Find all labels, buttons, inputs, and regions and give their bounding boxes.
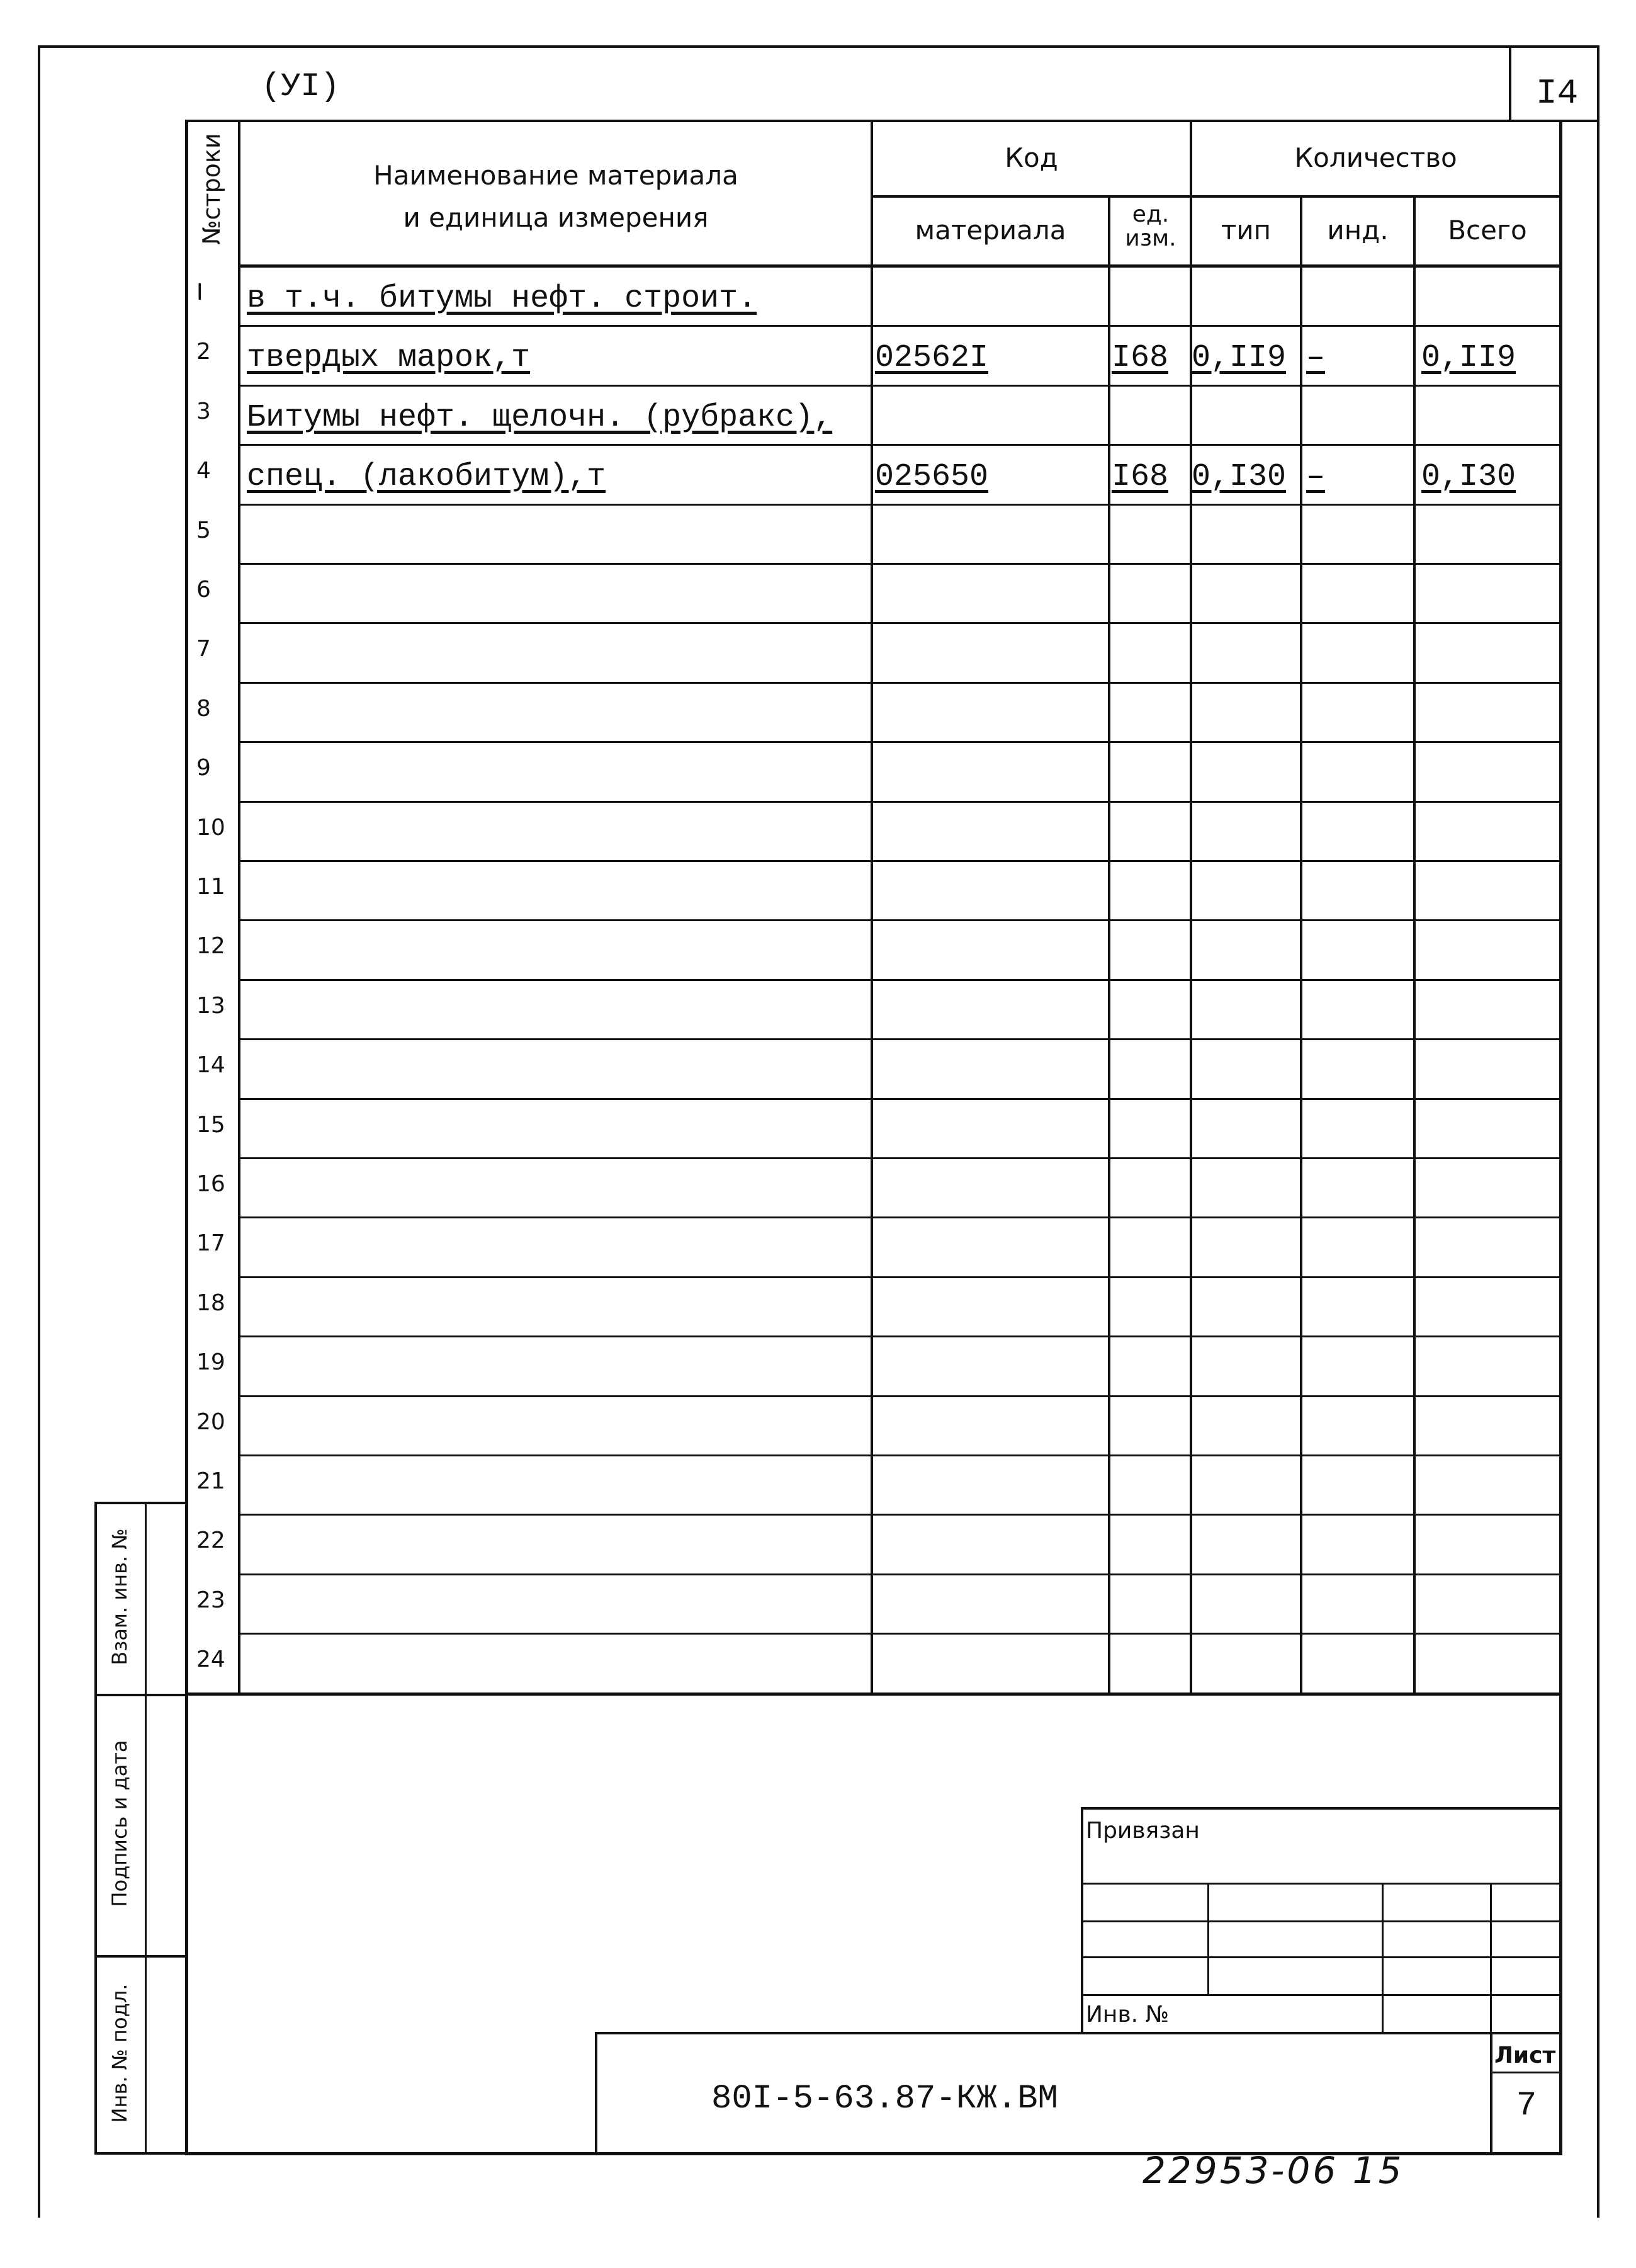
side-stamp-div1: [94, 1694, 187, 1696]
row-separator: [238, 860, 1561, 862]
row-separator: [238, 801, 1561, 803]
row-separator: [238, 1098, 1561, 1100]
qty-group-header: Количество: [1294, 142, 1457, 173]
side-stamp-mid-line: [145, 1502, 147, 2153]
row-separator: [238, 919, 1561, 921]
row-separator: [238, 1573, 1561, 1575]
cell-unit-code: I68: [1112, 459, 1169, 495]
name-header-line1: Наименование материала: [373, 160, 738, 191]
sheet-number: 7: [1516, 2087, 1537, 2125]
replacement-inv-label: Взам. инв. №: [108, 1528, 132, 1665]
row-number: 8: [196, 696, 211, 722]
row-number: 18: [196, 1290, 225, 1316]
bound-box-top: [1081, 1807, 1562, 1810]
original-inv-label: Инв. № подл.: [108, 1983, 132, 2123]
row-number: 24: [196, 1647, 225, 1672]
row-number: 2: [196, 339, 211, 365]
col-name-right: [871, 120, 873, 1694]
row-number: 5: [196, 518, 211, 543]
cell-qty-ind: –: [1306, 459, 1326, 495]
row-number: 23: [196, 1587, 225, 1613]
bound-box-v3: [1490, 1883, 1492, 2034]
bound-label: Привязан: [1086, 1818, 1200, 1844]
row-separator: [238, 325, 1561, 327]
row-number-header: №строки: [198, 133, 225, 245]
row-number: 17: [196, 1230, 225, 1256]
cell-qty-type: 0,II9: [1192, 340, 1287, 376]
row-separator: [238, 741, 1561, 743]
bound-box-v2: [1382, 1883, 1384, 2034]
row-number: 9: [196, 755, 211, 781]
row-number: 14: [196, 1052, 225, 1078]
side-stamp-bottom: [94, 2152, 187, 2155]
bound-box-right: [1559, 1694, 1562, 2153]
frame-right-line: [1597, 45, 1599, 2218]
row-number: 22: [196, 1528, 225, 1553]
inv-label: Инв. №: [1086, 2002, 1170, 2027]
signature-date-label: Подпись и дата: [108, 1740, 132, 1907]
row-number: 13: [196, 993, 225, 1019]
cell-name: Битумы нефт. щелочн. (рубракс),: [247, 400, 833, 436]
row-number: 16: [196, 1171, 225, 1197]
cell-qty-ind: –: [1306, 340, 1326, 376]
row-separator: [238, 682, 1561, 684]
row-separator: [238, 1157, 1561, 1159]
row-separator: [238, 1276, 1561, 1278]
row-separator: [238, 1335, 1561, 1337]
row-separator: [238, 563, 1561, 565]
name-header-line2: и единица измерения: [403, 202, 709, 233]
row-number: 15: [196, 1112, 225, 1138]
qty-type-header: тип: [1221, 215, 1272, 246]
col-ind-right: [1413, 195, 1416, 1694]
side-stamp-left-line: [94, 1502, 97, 2153]
row-separator: [238, 444, 1561, 446]
sheet-box-mid: [1490, 2072, 1562, 2073]
row-number: 20: [196, 1409, 225, 1435]
col-code-right: [1108, 195, 1110, 1694]
table-right-border: [1559, 120, 1562, 1694]
cell-unit-code: I68: [1112, 340, 1169, 376]
cell-name: спец. (лакобитум),т: [247, 459, 606, 495]
row-separator: [238, 1395, 1561, 1397]
designation-box-top: [595, 2032, 1562, 2034]
col-rownum-right: [238, 120, 240, 1694]
table-bottom-line: [185, 1692, 1562, 1696]
code-group-header: Код: [1005, 142, 1058, 173]
designation-box-left: [595, 2032, 597, 2155]
row-number: 6: [196, 577, 211, 603]
archive-number: 22953-06 15: [1142, 2149, 1404, 2192]
frame-left-line: [38, 45, 40, 2218]
cell-name: твердых марок,т: [247, 340, 531, 376]
row-separator: [238, 1514, 1561, 1516]
row-separator: [238, 1038, 1561, 1040]
row-separator: [238, 979, 1561, 981]
cell-qty-total: 0,I30: [1421, 459, 1516, 495]
inner-top-line: [185, 120, 1599, 122]
frame-top-line: [38, 45, 1599, 48]
row-separator: [238, 1633, 1561, 1635]
row-separator: [238, 504, 1561, 506]
col-type-right: [1300, 195, 1302, 1694]
cell-name: в т.ч. битумы нефт. строит.: [247, 281, 757, 317]
table-left-border: [185, 120, 188, 2153]
bound-box-v1: [1207, 1883, 1209, 1996]
cell-material-code: 025650: [875, 459, 989, 495]
sheet-label: Лист: [1494, 2043, 1556, 2068]
code-unit-header: ед. изм.: [1125, 201, 1176, 251]
qty-total-header: Всего: [1448, 215, 1527, 246]
row-number: 11: [196, 874, 225, 900]
row-number: 4: [196, 458, 211, 484]
cell-qty-total: 0,II9: [1421, 340, 1516, 376]
row-number: 3: [196, 399, 211, 424]
document-designation: 80I-5-63.87-КЖ.ВМ: [711, 2080, 1058, 2118]
row-number: 21: [196, 1468, 225, 1494]
row-separator: [238, 622, 1561, 624]
side-stamp-div2: [94, 1955, 187, 1958]
header-bottom-line: [238, 264, 1561, 268]
side-stamp-top-line: [94, 1502, 187, 1504]
corner-box-left: [1509, 45, 1511, 122]
page-corner-number: I4: [1536, 73, 1579, 113]
row-separator: [238, 1216, 1561, 1218]
row-number: 12: [196, 933, 225, 959]
cell-material-code: 02562I: [875, 340, 989, 376]
row-number: 7: [196, 636, 211, 662]
row-number: I: [196, 280, 203, 305]
cell-qty-type: 0,I30: [1192, 459, 1287, 495]
code-material-header: материала: [915, 215, 1066, 246]
qty-ind-header: инд.: [1327, 215, 1389, 246]
header-mid-line: [871, 195, 1561, 198]
row-separator: [238, 1454, 1561, 1456]
row-number: 19: [196, 1349, 225, 1375]
row-number: 10: [196, 815, 225, 841]
row-separator: [238, 385, 1561, 387]
section-label: (УI): [261, 68, 340, 105]
